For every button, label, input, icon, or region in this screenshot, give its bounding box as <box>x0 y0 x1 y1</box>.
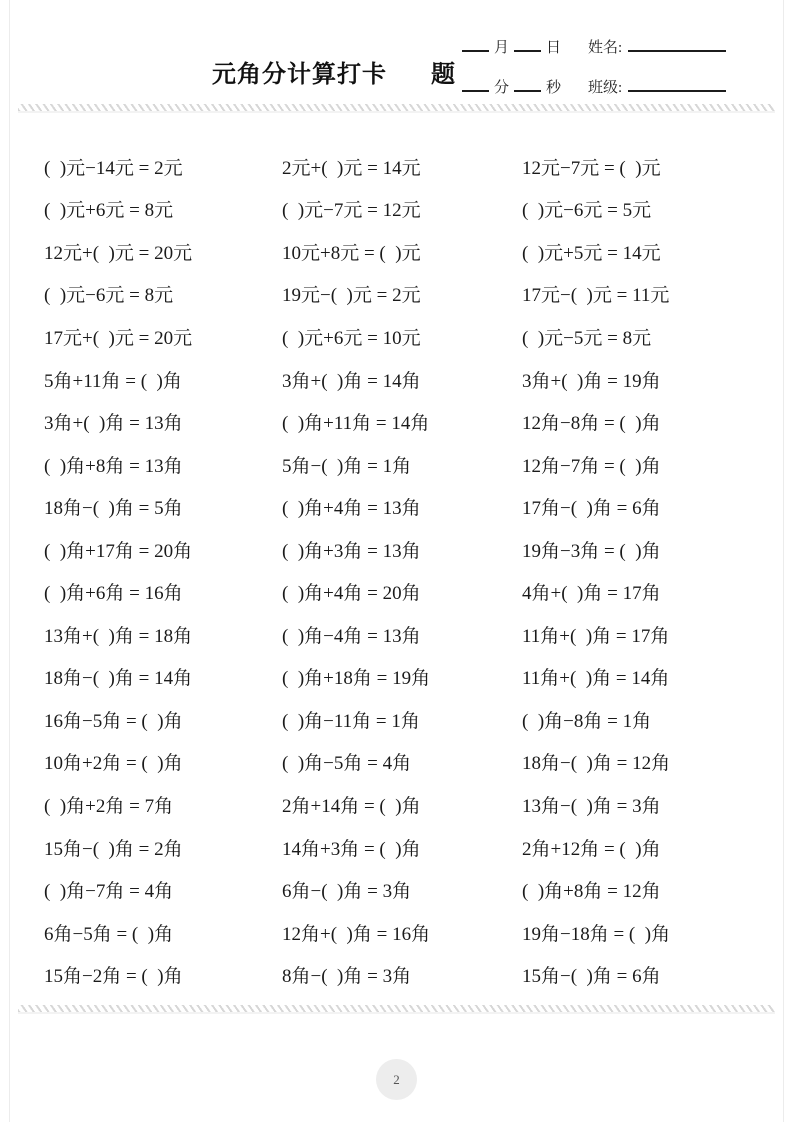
problem: 17元−( )元 = 11元 <box>522 285 670 307</box>
minute-blank-field <box>462 78 489 92</box>
problem: ( )角−5角 = 4角 <box>282 753 412 775</box>
problem: 17角−( )角 = 6角 <box>522 498 661 520</box>
problem: ( )角+3角 = 13角 <box>282 540 421 562</box>
problem: 12元+( )元 = 20元 <box>44 242 193 264</box>
problem: 5角+11角 = ( )角 <box>44 370 182 392</box>
class-label: 班级: <box>588 80 623 96</box>
problem: ( )角+8角 = 12角 <box>522 881 661 903</box>
problem: 12角−7角 = ( )角 <box>522 455 661 477</box>
day-label: 日 <box>546 40 562 56</box>
problem: ( )元−6元 = 5元 <box>522 200 652 222</box>
problem-grid <box>44 145 756 996</box>
problem: ( )角+4角 = 13角 <box>282 498 421 520</box>
page-number-badge <box>376 1059 417 1100</box>
problem: ( )角−7角 = 4角 <box>44 881 174 903</box>
name-label: 姓名: <box>588 40 623 56</box>
problem: 12角−8角 = ( )角 <box>522 413 661 435</box>
problem: ( )角+18角 = 19角 <box>282 668 431 690</box>
problem: ( )角+6角 = 16角 <box>44 583 183 605</box>
problem: 11角+( )角 = 17角 <box>522 625 670 647</box>
problem: 18角−( )角 = 5角 <box>44 498 183 520</box>
name-line <box>588 36 726 57</box>
problem: 11角+( )角 = 14角 <box>522 668 670 690</box>
bottom-divider <box>18 1005 775 1014</box>
problem: 15角−( )角 = 6角 <box>522 966 661 988</box>
problem: ( )角+8角 = 13角 <box>44 455 183 477</box>
problem: 19角−18角 = ( )角 <box>522 923 671 945</box>
second-label: 秒 <box>546 80 562 96</box>
problem: ( )角−4角 = 13角 <box>282 625 421 647</box>
problem: 17元+( )元 = 20元 <box>44 327 193 349</box>
problem: 3角+( )角 = 13角 <box>44 413 183 435</box>
problem: 12元−7元 = ( )元 <box>522 157 661 179</box>
problem: ( )元+6元 = 10元 <box>282 327 421 349</box>
problem: 4角+( )角 = 17角 <box>522 583 661 605</box>
problem: ( )元+6元 = 8元 <box>44 200 174 222</box>
problem: ( )角+2角 = 7角 <box>44 795 174 817</box>
date-line <box>462 36 561 57</box>
month-blank-field <box>462 38 489 52</box>
problem: ( )元−5元 = 8元 <box>522 327 652 349</box>
problem: 6角−( )角 = 3角 <box>282 881 412 903</box>
problem: 2角+14角 = ( )角 <box>282 795 421 817</box>
problem: 8角−( )角 = 3角 <box>282 966 412 988</box>
problem: ( )角+11角 = 14角 <box>282 413 430 435</box>
problem: 14角+3角 = ( )角 <box>282 838 421 860</box>
problem: 6角−5角 = ( )角 <box>44 923 174 945</box>
page-title <box>212 54 456 89</box>
problem: 19元−( )元 = 2元 <box>282 285 421 307</box>
problem: 3角+( )角 = 14角 <box>282 370 421 392</box>
problem: ( )角−11角 = 1角 <box>282 710 420 732</box>
problem: 5角−( )角 = 1角 <box>282 455 412 477</box>
problem: 15角−2角 = ( )角 <box>44 966 183 988</box>
problem: ( )角−8角 = 1角 <box>522 710 652 732</box>
problem: 2元+( )元 = 14元 <box>282 157 421 179</box>
problem: 18角−( )角 = 14角 <box>44 668 193 690</box>
problem: ( )元+5元 = 14元 <box>522 242 661 264</box>
month-label: 月 <box>494 40 510 56</box>
problem: 10角+2角 = ( )角 <box>44 753 183 775</box>
day-blank-field <box>514 38 541 52</box>
problem: 19角−3角 = ( )角 <box>522 540 661 562</box>
top-divider <box>18 104 775 113</box>
problem: ( )元−6元 = 8元 <box>44 285 174 307</box>
problem: 16角−5角 = ( )角 <box>44 710 183 732</box>
problem: ( )元−7元 = 12元 <box>282 200 421 222</box>
problem: 15角−( )角 = 2角 <box>44 838 183 860</box>
problem: ( )元−14元 = 2元 <box>44 157 183 179</box>
name-blank-field <box>628 38 726 52</box>
time-line <box>462 76 561 97</box>
page-title-main: 元角分计算打卡 <box>212 61 387 88</box>
class-line <box>588 76 726 97</box>
problem: 12角+( )角 = 16角 <box>282 923 431 945</box>
class-blank-field <box>628 78 726 92</box>
page-title-suffix: 题 <box>431 61 456 88</box>
problem: 3角+( )角 = 19角 <box>522 370 661 392</box>
page-number: 2 <box>393 1071 400 1087</box>
problem: 13角+( )角 = 18角 <box>44 625 193 647</box>
minute-label: 分 <box>494 80 510 96</box>
problem: 10元+8元 = ( )元 <box>282 242 421 264</box>
problem: ( )角+17角 = 20角 <box>44 540 193 562</box>
problem: 2角+12角 = ( )角 <box>522 838 661 860</box>
second-blank-field <box>514 78 541 92</box>
problem: 18角−( )角 = 12角 <box>522 753 671 775</box>
page-right-border <box>783 0 784 1122</box>
problem: 13角−( )角 = 3角 <box>522 795 661 817</box>
page-left-border <box>9 0 10 1122</box>
problem: ( )角+4角 = 20角 <box>282 583 421 605</box>
